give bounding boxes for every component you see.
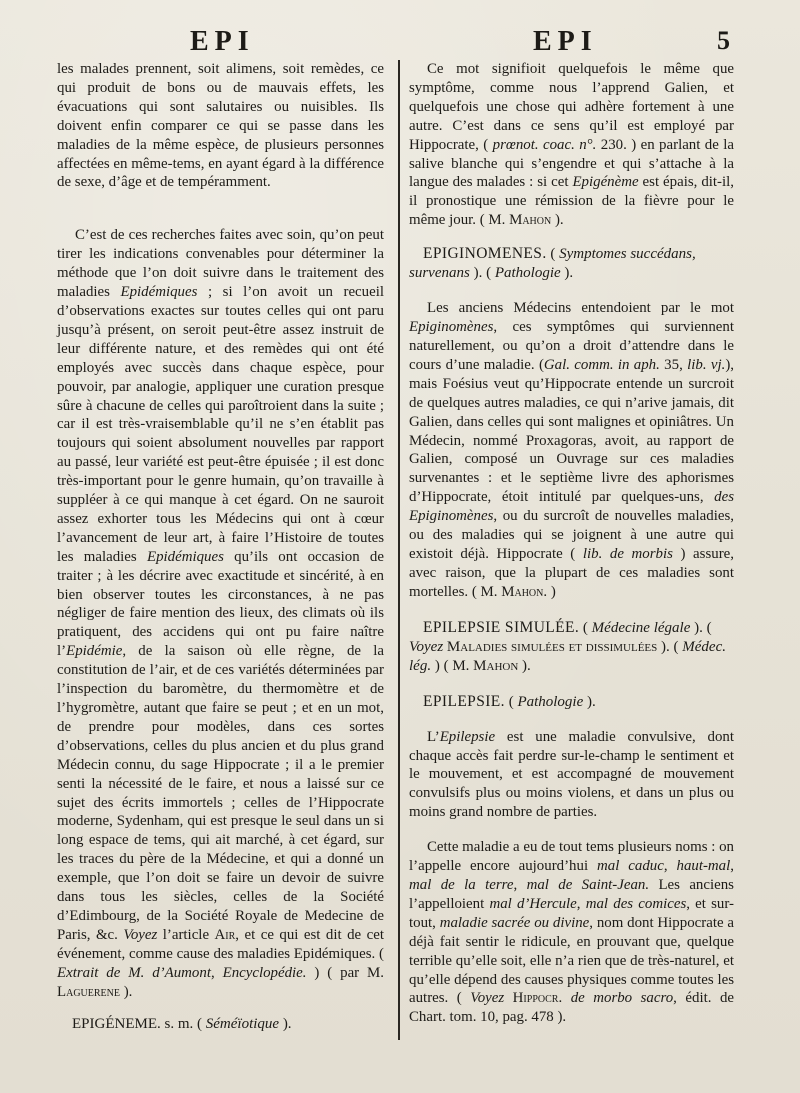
paragraph-epilepsie-noms: Cette maladie a eu de tout tems plusieurs noms : on l’appelle encore aujourd’hui mal caduc, haut-mal, mal de la terre, mal de Saint-Jean. Les anciens l’appelloient mal d’Hercule, mal des comices, et sur-tout, maladie sacrée ou divine, nom dont Hippocrate a déjà fait sentir le ridicule, en prouvant que, quelque terrible qu’elle soit, elle n’a rien que de très-naturel, et qu’elle dépend des causes physiques comme toutes les autres. ( Voyez Hippocr. de morbo sacro, édit. de Chart. tom. 10, pag. 478 ). — [409, 839, 735, 1026]
page-number: 5 — [717, 26, 730, 55]
left-column — [57, 60, 384, 1002]
paragraph-epiginomenes: Les anciens Médecins entendoient par le mot Epiginomènes, ces symptômes qui surviennent naturellement, ou qu’on a droit d’attendre dans le cours d’une maladie. (Gal. comm. in aph. 35, lib. vj.), mais Foésius veut qu’Hippocrate entende un surcroit de quelques autres maladies, ce qui n’arive jamais, dit Galien, dans celles qui sont malignes et opiniâtres. Un Médecin, nommé Proxagoras, avoit, au rapport de Galien, composé un Ouvrage sur ces maladies survenantes : et le septième livre des aphorismes d’Hippocrate, étoit intitulé par quelques-uns, des Epiginomènes, ou du surcroît de nouvelles maladies, ou des maladies qui se joignent à une autre qui existoit déjà. Hippocrate ( lib. de morbis ) assure, avec raison, que la plupart de ces maladies sont mortelles. ( M. Mahon. ) — [409, 300, 735, 600]
paragraph-epigeneme: Ce mot signifioit quelquefois le même que symptôme, comme nous l’apprend Galien, et quelquefois une chose qui adhère fortement à une autre. C’est dans ce sens qu’il est employé par Hippocrate, ( prœnot. coac. n°. 230. ) en parlant de la salive blanche qui s’engendre et qui s’attache à la langue des malades : si cet Epigénème est épais, dit-il, il pronostique une rémission de la fièvre pour le même jour. ( M. Mahon ). — [409, 61, 735, 229]
heading-epilepsie-simulee: EPILEPSIE SIMULÉE. ( Médecine légale ). ( Voyez Maladies simulées et dissimulées ). ( Médec. lég. ) ( M. Mahon ). — [409, 618, 726, 674]
heading-epiginomenes: EPIGINOMENES. ( Symptomes succédans, survenans ). ( Pathologie ). — [409, 245, 696, 282]
paragraph-epilepsie-definition: L’Epilepsie est une maladie convulsive, dont chaque accès fait perdre sur-le-champ le sentiment et le mouvement, et est accompagné de mouvement convulsifs plus ou moins violens, et dans un plus ou moins grand nombre de parties. — [409, 728, 734, 821]
heading-epilepsie: EPILEPSIE. ( Pathologie ). — [423, 692, 596, 710]
running-head-right: EPI — [533, 26, 598, 57]
column-divider — [398, 60, 400, 1040]
paragraph-epidemie-recherches: C’est de ces recherches faites avec soin, qu’on peut tirer les indications convenables pour déterminer la méthode que l’on doit suivre dans le traitement des maladies Epidémiques ; si l’on avoit un recueil d’observations exactes sur toutes celles qui ont paru jusqu’à présent, on seroit peut-être assez instruit de leur différente nature, et des remèdes qui ont été employés avec succès dans chaque espèce, pour pouvoir, par analogie, appliquer une curation presque sûre à chacune de celles qui paroîtroient dans la suite ; car il est très-vraisemblable qu’il ne s’en établit pas toujours qui soient absolument nouvelles par rapport au passé, leur variété est peut-être épuisée ; il est donc très-important pour le genre humain, qu’on travaille à suppléer à ce qui manque à cet égard. On ne sauroit assez exhorter tous les Médecins qui ont à cœur l’avancement de leur art, à faire l’Histoire de toutes les maladies Epidémiques qu’ils ont occasion de traiter ; à les décrire avec exactitude et sincérité, à en bien observer toutes les circonstances, à ne pas négliger de faire mention des lieux, des climats où ils pratiquent, des accidens qui ont pu faire naître l’Epidémie, de la saison où elle règne, de la constitution de l’air, et de ces variétés déterminées par l’inspection du baromètre, du thermomètre et de l’hygromètre, autant que faire se peut ; et en un mot, de prendre pour modèles, dans ces sortes d’observations, celles du plus ancien et du plus grand Médecin connu, du sage Hippocrate ; il a le premier senti la nécessité de le faire, et nous a laissé sur ce sujet des écrits immortels ; celles de l’Hippocrate moderne, Sydenham, qui est presque le seul dans un si long espace de tems, qui ait marché, à cet égard, sur les traces du père de la Médecine, et qui a donné un exemple, que l’on doit se faire un devoir de suivre dans tous les siècles, celles de la Société d’Edimbourg, de la Société Royale de Medecine de Paris, &c. Voyez l’article Air, et ce qui est dit de cet événement, comme cause des maladies Epidémiques. ( Extrait de M. d’Aumont, Encyclopédie. ) ( par M. Laguerene ). — [57, 227, 384, 1000]
paragraph-epidemie-continued: les malades prennent, soit alimens, soit remèdes, ce qui produit de bons ou de mauvais effets, les évacuations qui sont salutaires ou nuisibles. Ils doivent enfin comparer ce qui se passe dans les maladies de la même espèce, de plusieurs personnes affectées en même-tems, en ayant égard à la différence de sexe, d’âge et de tempéramment. — [57, 61, 384, 191]
heading-epigeneme: EPIGÉNEME. s. m. ( Séméïotique ). — [72, 1016, 292, 1032]
right-column — [409, 60, 734, 1027]
running-head-left: EPI — [190, 26, 255, 57]
